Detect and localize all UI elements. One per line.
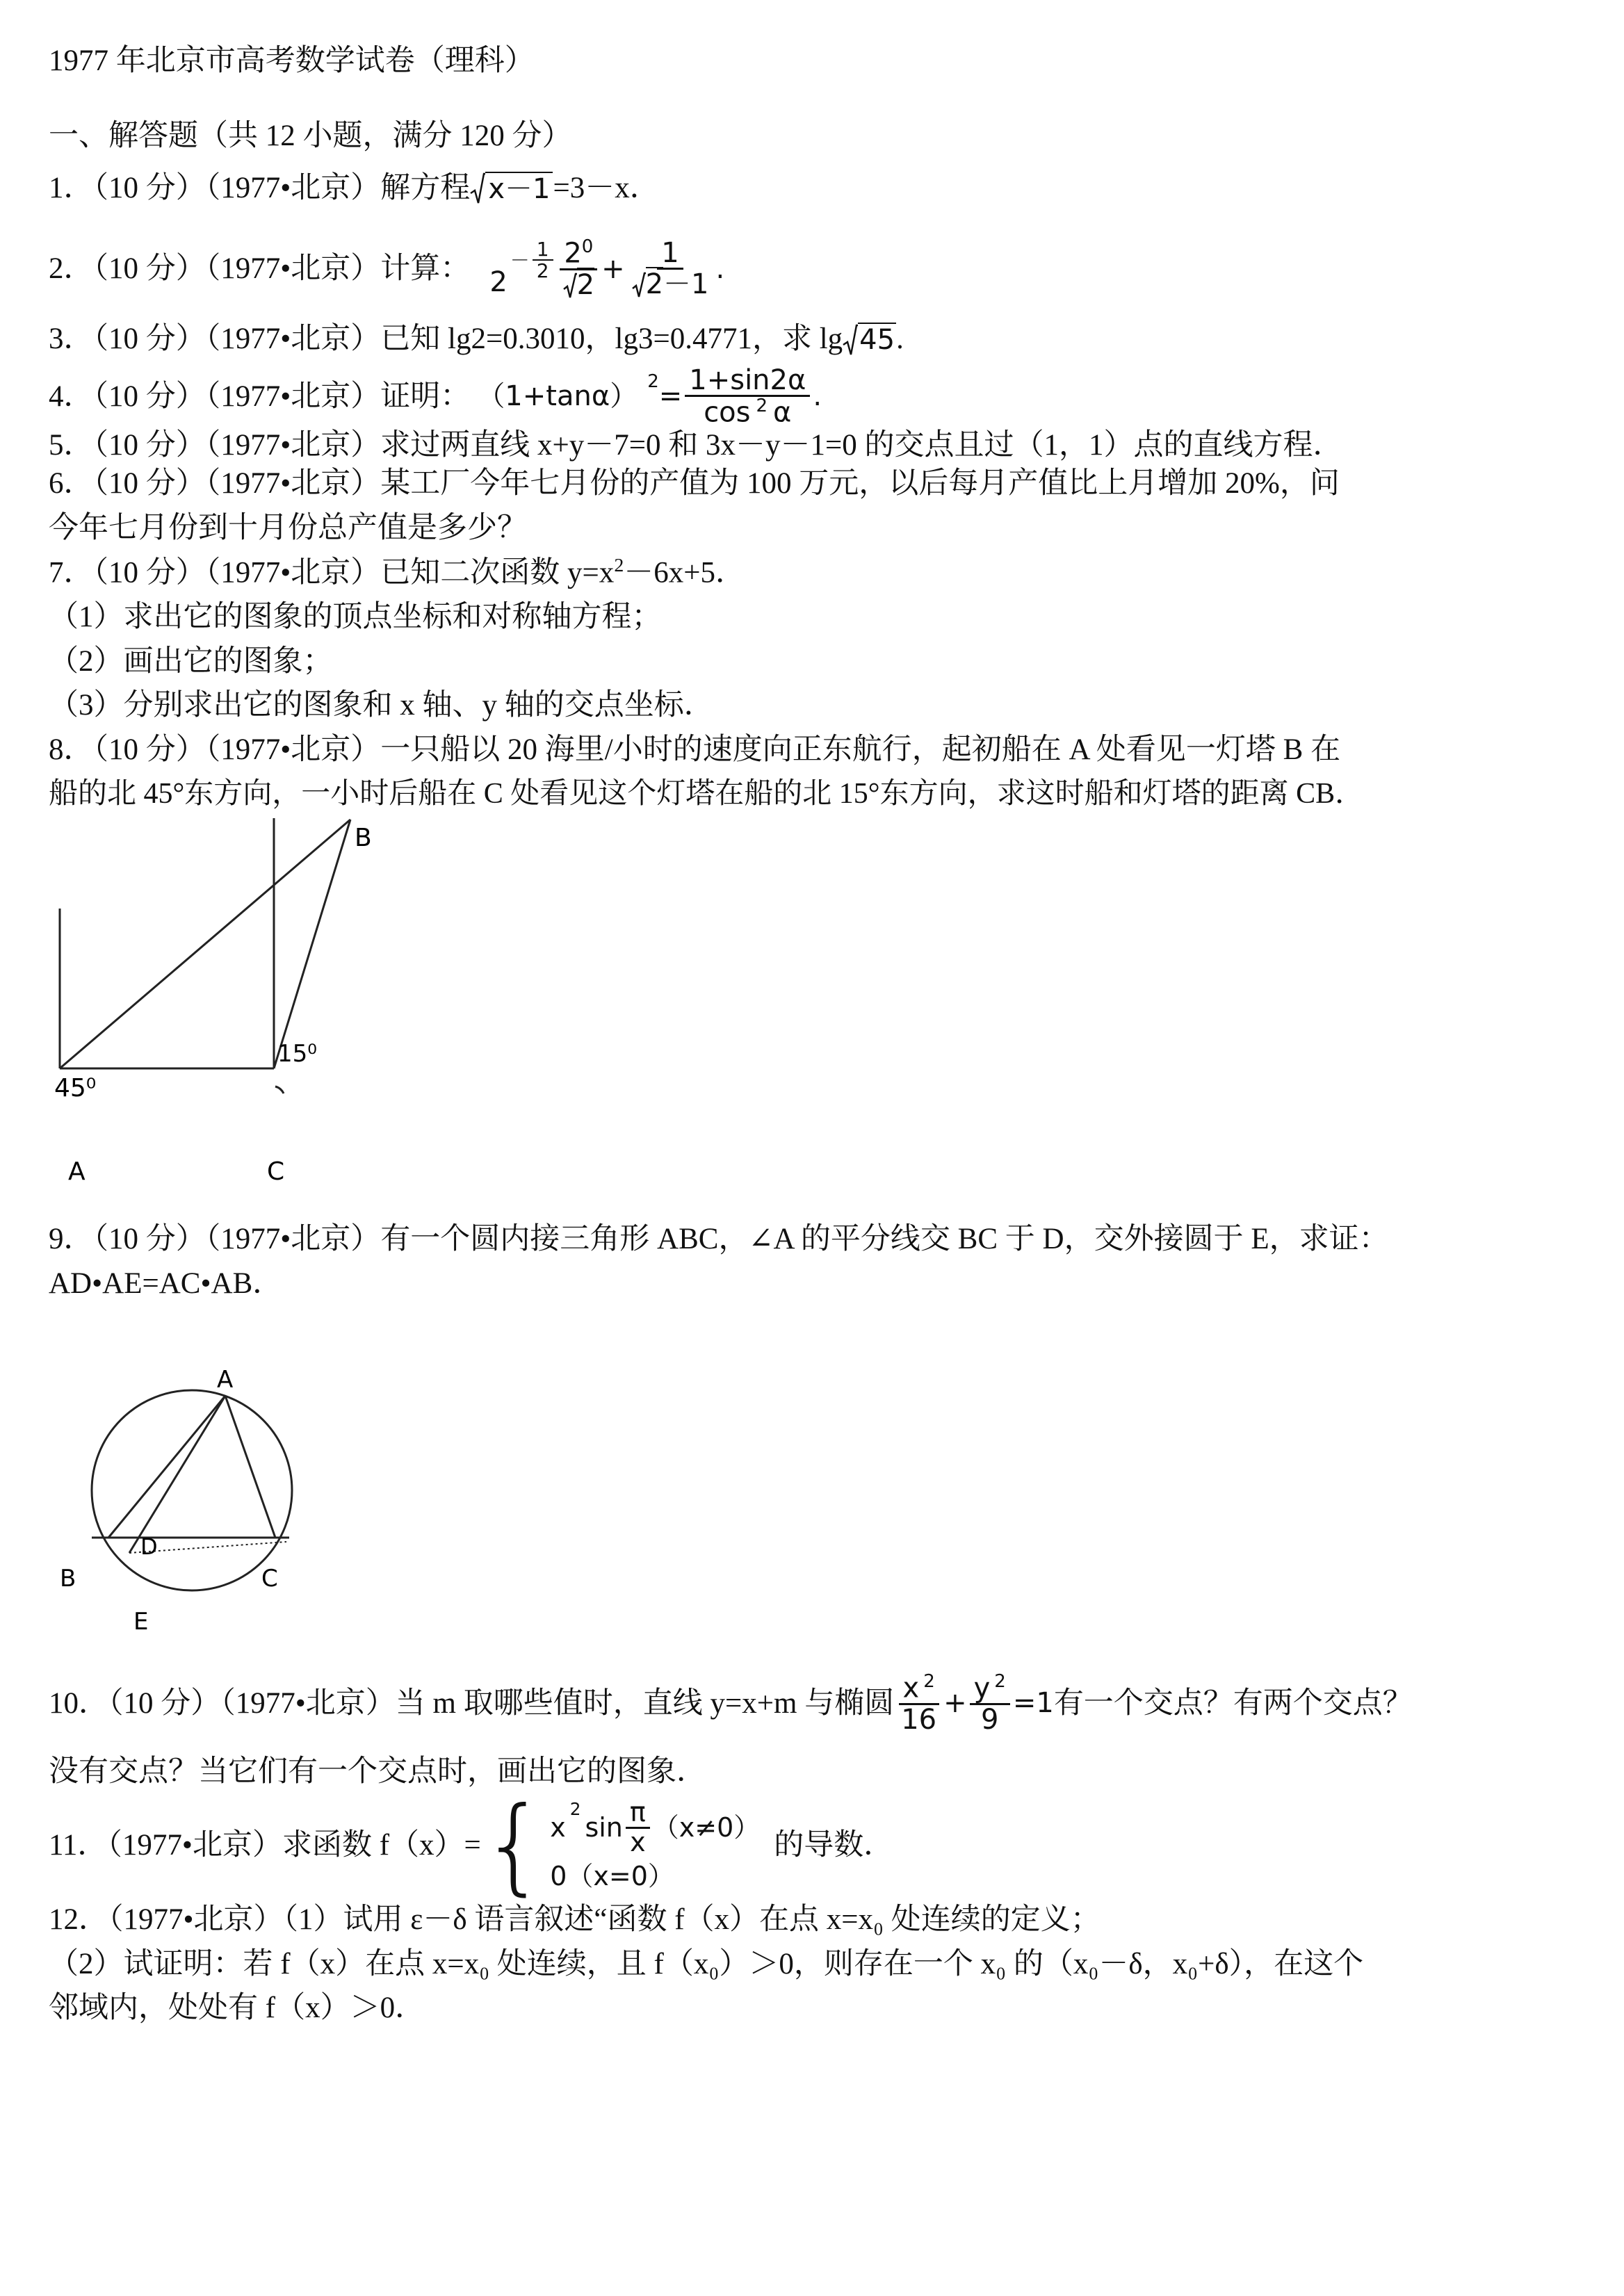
q10-f1-sup: 2 bbox=[923, 1671, 935, 1693]
question-4 bbox=[49, 366, 1578, 427]
question-11 bbox=[49, 1785, 1578, 1907]
q11-prefix: 11．（1977•北京）求函数 f（x）= bbox=[49, 1829, 481, 1862]
q10-stem bbox=[49, 1672, 1578, 1734]
q12-line-2: （2）试证明：若 f（x）在点 x=x₀ 处连续，且 f（x₀）＞0，则存在一个 x₀ 的（x₀－δ，x₀+δ），在这个 bbox=[49, 1947, 1364, 1980]
q10-line-2: 没有交点？当它们有一个交点时，画出它的图象． bbox=[49, 1754, 706, 1788]
brace-icon: { bbox=[480, 1785, 548, 1907]
q2-f1-num bbox=[560, 238, 597, 270]
q1-radicand: x－1 bbox=[485, 172, 553, 205]
q11-rest: 的导数． bbox=[774, 1829, 894, 1862]
q6-line-2: 今年七月份到十月份总产值是多少？ bbox=[49, 511, 527, 544]
q2-exp-num: 1 bbox=[533, 239, 553, 261]
q2-frac-1 bbox=[559, 238, 599, 300]
question-7 bbox=[49, 554, 1578, 724]
q9-line-ab bbox=[108, 1396, 225, 1538]
q11-case1-sup: 2 bbox=[569, 1798, 581, 1819]
q10-f2-var: y bbox=[973, 1672, 991, 1704]
q4-frac bbox=[685, 366, 810, 427]
q2-base: 2 bbox=[489, 266, 508, 298]
q7-sub-1: （1）求出它的图象的顶点坐标和对称轴方程； bbox=[49, 601, 662, 634]
radical-sign-icon bbox=[843, 324, 858, 359]
q9-line-ae bbox=[129, 1396, 225, 1553]
q11-case1-cond: （x≠0） bbox=[652, 1811, 761, 1843]
radical-sign-icon bbox=[470, 172, 485, 209]
q2-f1-num-base: 2 bbox=[564, 237, 582, 270]
q11-case1-num: π bbox=[626, 1799, 650, 1829]
q4-eq: = bbox=[658, 380, 683, 413]
q8-figure bbox=[44, 818, 448, 1207]
q10-f2-den: 9 bbox=[981, 1703, 999, 1736]
q2-frac-2 bbox=[628, 238, 713, 300]
q2-f1-num-sup: 0 bbox=[581, 236, 594, 258]
q4-sq: 2 bbox=[647, 371, 659, 393]
exam-paper bbox=[49, 33, 1578, 2026]
q10-eq: =1 bbox=[1012, 1687, 1054, 1720]
q9-line-1: 9．（10 分）（1977•北京）有一个圆内接三角形 ABC，∠A 的平分线交 BC 于 D，交外接圆于 E，求证： bbox=[49, 1223, 1389, 1256]
q7-stem bbox=[49, 554, 1578, 591]
q2-f2-den-rest: －1 bbox=[663, 268, 709, 300]
q7-sub-3: （3）分别求出它的图象和 x 轴、y 轴的交点坐标． bbox=[49, 689, 714, 722]
q8-line-2: 船的北 45°东方向，一小时后船在 C 处看见这个灯塔在船的北 15°东方向，求这时船和灯塔的距离 CB． bbox=[49, 777, 1365, 810]
q8-tick-mark bbox=[275, 1086, 284, 1093]
q9-line-ac bbox=[225, 1396, 275, 1538]
q11-case1-sin: sin bbox=[585, 1811, 623, 1843]
q9-circle bbox=[92, 1390, 292, 1590]
q4-prefix: 4．（10 分）（1977•北京）证明： bbox=[49, 380, 471, 413]
q2-f2-den bbox=[628, 270, 713, 300]
q1-rest: =3－x． bbox=[553, 172, 660, 205]
q9-line-2: AD•AE=AC•AB． bbox=[49, 1267, 283, 1300]
q2-power bbox=[489, 239, 555, 299]
q8-line-ab bbox=[60, 820, 350, 1068]
q3-end: . bbox=[896, 322, 904, 355]
section-heading: 一、解答题（共 12 小题，满分 120 分） bbox=[49, 119, 572, 152]
q9-label-d: D bbox=[140, 1533, 158, 1561]
q11-piecewise bbox=[480, 1785, 761, 1907]
q11-case1-x: x bbox=[550, 1811, 566, 1843]
q2-plus: + bbox=[601, 252, 625, 285]
q2-f1-den bbox=[559, 270, 599, 300]
q9-label-e: E bbox=[133, 1608, 149, 1636]
q11-case1-den: x bbox=[630, 1826, 646, 1857]
q4-den-cos: cos bbox=[704, 396, 751, 429]
q9-figure bbox=[46, 1312, 338, 1639]
question-9 bbox=[49, 1221, 1578, 1639]
q2-f2-den-rad: 2 bbox=[645, 268, 664, 300]
q3-sqrt bbox=[843, 323, 896, 359]
q11-cases bbox=[550, 1796, 761, 1892]
q2-expression bbox=[470, 238, 724, 300]
q10-plus: + bbox=[943, 1687, 967, 1720]
q10-f1-var: x bbox=[902, 1672, 920, 1704]
radical-sign-icon bbox=[632, 272, 646, 300]
q2-exp-frac bbox=[533, 239, 553, 282]
question-8 bbox=[49, 732, 1578, 1207]
question-2 bbox=[49, 238, 1578, 300]
q10-rest: 有一个交点？有两个交点？ bbox=[1053, 1686, 1413, 1720]
q1-prefix: 1．（10 分）（1977•北京）解方程 bbox=[49, 172, 471, 205]
q8-angle-a: 45⁰ bbox=[54, 1074, 97, 1103]
q8-label-a: A bbox=[68, 1157, 86, 1187]
q10-frac-1 bbox=[897, 1672, 941, 1734]
question-3 bbox=[49, 321, 1578, 359]
q9-label-a: A bbox=[217, 1366, 234, 1394]
q4-end: . bbox=[813, 380, 822, 413]
q10-prefix: 10．（10 分）（1977•北京）当 m 取哪些值时，直线 y=x+m 与椭圆 bbox=[49, 1686, 895, 1720]
q4-num: 1+sin2α bbox=[685, 366, 810, 397]
question-10 bbox=[49, 1672, 1578, 1789]
q11-case1-frac bbox=[626, 1796, 650, 1857]
q10-f2-sup: 2 bbox=[994, 1671, 1006, 1693]
q8-label-c: C bbox=[267, 1157, 285, 1187]
q7-sup: 2 bbox=[614, 555, 624, 577]
q11-case-1 bbox=[550, 1796, 761, 1857]
q7-prefix: 7．（10 分）（1977•北京）已知二次函数 y=x bbox=[49, 556, 615, 589]
q2-exp-den: 2 bbox=[536, 259, 549, 283]
q2-prefix: 2．（10 分）（1977•北京）计算： bbox=[49, 252, 471, 286]
q3-radicand: 45 bbox=[859, 324, 895, 357]
q8-label-b: B bbox=[355, 824, 372, 853]
q12-line-3: 邻域内，处处有 f（x）＞0． bbox=[49, 1992, 425, 2025]
q10-ellipse bbox=[894, 1672, 1054, 1734]
q2-f2-num: 1 bbox=[657, 238, 683, 270]
q3-text: 3．（10 分）（1977•北京）已知 lg2=0.3010，lg3=0.4771，求 lg bbox=[49, 322, 843, 355]
q10-f1-num bbox=[899, 1672, 939, 1704]
q2-f1-den-rad: 2 bbox=[576, 268, 595, 301]
q4-den-sup: 2 bbox=[756, 396, 768, 417]
question-12 bbox=[49, 1902, 1578, 2026]
q8-angle-c: 15⁰ bbox=[277, 1040, 317, 1068]
q7-sub-2: （2）画出它的图象； bbox=[49, 644, 333, 678]
q11-case-2: 0（x=0） bbox=[550, 1860, 674, 1891]
radical-sign-icon bbox=[563, 272, 577, 300]
q2-end: . bbox=[715, 252, 725, 285]
q2-exponent bbox=[510, 239, 556, 282]
q9-label-c: C bbox=[261, 1565, 278, 1593]
q8-line-1: 8．（10 分）（1977•北京）一只船以 20 海里/小时的速度向正东航行，起初船在 A 处看见一灯塔 B 在 bbox=[49, 733, 1341, 767]
q8-line-cb bbox=[274, 820, 350, 1068]
q10-f2-num bbox=[970, 1672, 1010, 1704]
q6-line-1: 6．（10 分）（1977•北京）某工厂今年七月份的产值为 100 万元，以后每月产值比上月增加 20%，问 bbox=[49, 467, 1340, 500]
question-5: 5．（10 分）（1977•北京）求过两直线 x+y－7=0 和 3x－y－1=0 的交点且过（1，1）点的直线方程． bbox=[49, 428, 1343, 462]
question-6 bbox=[49, 466, 1578, 546]
q7-rest: －6x+5． bbox=[624, 556, 746, 589]
q4-lhs: （1+tanα） bbox=[477, 380, 638, 413]
q4-den bbox=[699, 397, 795, 427]
q10-f1-den: 16 bbox=[901, 1703, 937, 1736]
q4-expression bbox=[477, 366, 822, 427]
q10-frac-2 bbox=[970, 1672, 1010, 1734]
question-1 bbox=[49, 170, 1578, 209]
paper-title: 1977 年北京市高考数学试卷（理科） bbox=[49, 44, 535, 77]
q1-sqrt bbox=[470, 172, 553, 209]
q12-line-1: 12．（1977•北京）（1）试用 ε－δ 语言叙述“函数 f（x）在点 x=x₀ 处连续的定义； bbox=[49, 1903, 1101, 1937]
q2-exp-sign: － bbox=[510, 248, 530, 272]
q4-den-var: α bbox=[773, 396, 792, 429]
q9-label-b: B bbox=[60, 1565, 76, 1593]
